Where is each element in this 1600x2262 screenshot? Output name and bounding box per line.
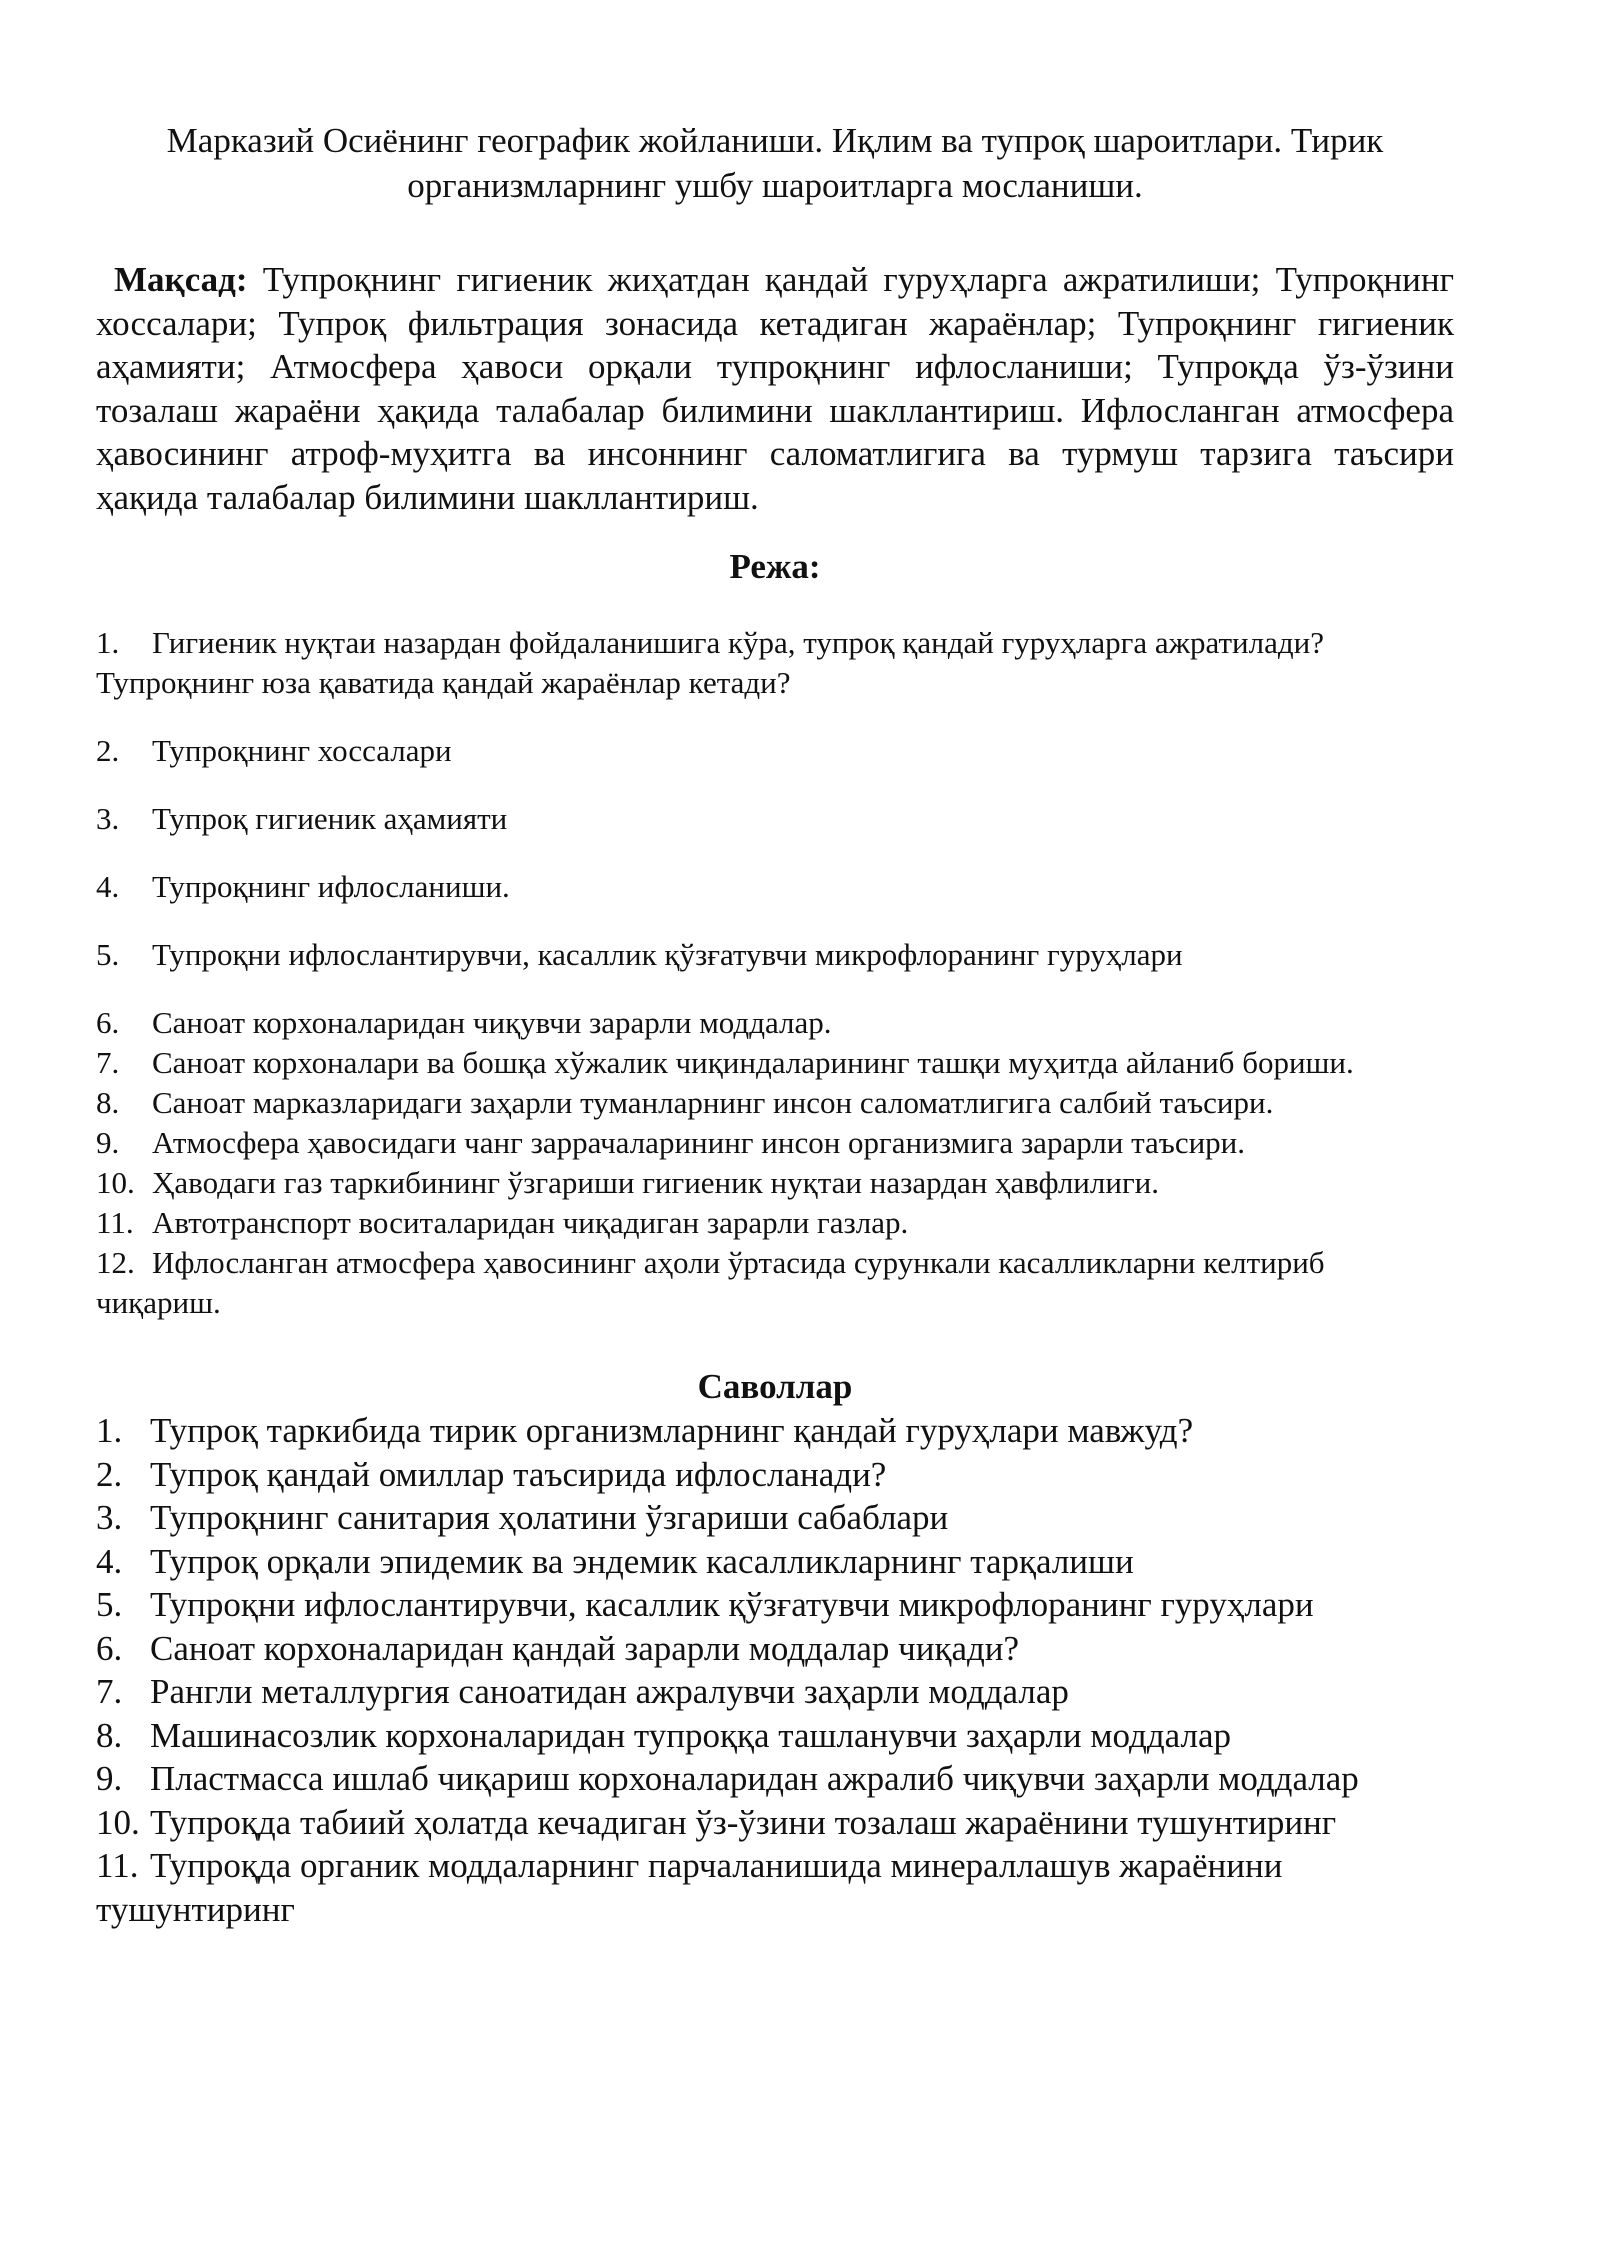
item-number: 3. — [96, 801, 120, 836]
item-text: Тупроқнинг санитария ҳолатини ўзгариши сабаблари — [150, 1498, 949, 1537]
item-number: 1. — [96, 625, 120, 660]
item-number: 9. — [96, 1125, 120, 1160]
item-text: Тупроқ орқали эпидемик ва эндемик касалликларнинг тарқалиши — [150, 1541, 1134, 1581]
plan-list — [96, 623, 1454, 1323]
question-item — [96, 1409, 1454, 1453]
item-text: Тупроқ таркибида тирик организмларнинг қандай гуруҳлари мавжуд? — [150, 1411, 1194, 1450]
item-number: 8. — [96, 1085, 120, 1120]
plan-item — [96, 1163, 1454, 1203]
item-text: Тупроқни ифлослантирувчи, касаллик қўзғатувчи микрофлоранинг гуруҳлари — [152, 937, 1183, 972]
item-text: Саноат корхоналаридан чиқувчи зарарли моддалар. — [152, 1005, 832, 1040]
item-number: 8. — [96, 1715, 123, 1755]
item-number: 2. — [96, 1454, 123, 1494]
item-text: Автотранспорт воситаларидан чиқадиган зарарли газлар. — [152, 1205, 909, 1240]
question-item — [96, 1757, 1454, 1801]
question-item — [96, 1714, 1454, 1758]
plan-item — [96, 867, 1454, 907]
item-text: Пластмасса ишлаб чиқариш корхоналаридан ажралиб чиқувчи заҳарли моддалар — [150, 1759, 1359, 1798]
plan-item — [96, 623, 1454, 703]
question-item — [96, 1453, 1454, 1497]
questions-list — [96, 1409, 1454, 1931]
item-number: 6. — [96, 1628, 123, 1668]
item-number: 3. — [96, 1498, 123, 1537]
goal-label: Мақсад: — [114, 260, 248, 299]
item-number: 9. — [96, 1759, 123, 1798]
item-number: 7. — [96, 1045, 120, 1080]
question-item — [96, 1583, 1454, 1627]
item-text: Гигиеник нуқтаи назардан фойдаланишига кўра, тупроқ қандай гуруҳларга ажратилади? Тупроқнинг юза қаватида қандай жараёнлар кетади? — [96, 625, 1324, 700]
item-number: 4. — [96, 1541, 123, 1581]
question-item — [96, 1801, 1454, 1845]
item-text: Саноат корхоналари ва бошқа хўжалик чиқиндаларининг ташқи муҳитда айланиб бориши. — [152, 1045, 1354, 1080]
item-number: 4. — [96, 869, 120, 904]
item-text: Тупроқда табиий ҳолатда кечадиган ўз-ўзини тозалаш жараёнини тушунтиринг — [150, 1802, 1337, 1842]
question-item — [96, 1540, 1454, 1584]
question-item — [96, 1844, 1454, 1931]
plan-item — [96, 1083, 1454, 1123]
item-text: Тупроқнинг ифлосланиши. — [152, 869, 510, 904]
item-number: 2. — [96, 733, 120, 768]
item-number: 10. — [96, 1165, 135, 1200]
questions-heading: Саволлар — [697, 1367, 853, 1406]
item-number: 12. — [96, 1245, 135, 1280]
plan-item — [96, 1043, 1454, 1083]
item-number: 5. — [96, 937, 120, 972]
item-text: Тупроқ гигиеник аҳамияти — [152, 801, 508, 836]
item-text: Атмосфера ҳавосидаги чанг заррачаларининг инсон организмига зарарли таъсири. — [152, 1125, 1246, 1160]
item-number: 11. — [96, 1205, 134, 1240]
item-text: Тупроқ қандай омиллар таъсирида ифлосланади? — [150, 1454, 887, 1494]
item-text: Тупроқнинг хоссалари — [152, 733, 452, 768]
plan-item — [96, 1003, 1454, 1043]
item-text: Саноат марказларидаги заҳарли туманларнинг инсон саломатлигига салбий таъсири. — [152, 1085, 1274, 1120]
item-text: Саноат корхоналаридан қандай зарарли моддалар чиқади? — [150, 1628, 1020, 1668]
question-item — [96, 1496, 1454, 1540]
item-number: 5. — [96, 1585, 123, 1624]
question-item — [96, 1670, 1454, 1714]
goal-text: Тупроқнинг гигиеник жиҳатдан қандай гуруҳларга ажратилиши; Тупроқнинг хоссалари; Тупроқ фильтрация зонасида кетадиган жараёнлар; Тупроқнинг гигиеник аҳамияти; Атмосфера ҳавоси орқали тупроқнинг ифлосланиши; Тупроқда ўз-ўзини тозалаш жараёни ҳақида талабалар билимини шакллантириш. Ифлосланган атмосфера ҳавосининг атроф-муҳитга ва инсоннинг саломатлигига ва турмуш тарзига таъсири ҳақида талабалар билимини шакллантириш. — [96, 260, 1454, 517]
goal-paragraph — [96, 258, 1454, 519]
item-text: Ифлосланган атмосфера ҳавосининг аҳоли ўртасида сурункали касалликларни келтириб чиқариш. — [96, 1245, 1325, 1320]
item-number: 10. — [96, 1802, 140, 1842]
plan-heading: Режа: — [729, 547, 821, 586]
item-number: 1. — [96, 1411, 123, 1450]
plan-item — [96, 1123, 1454, 1163]
plan-item — [96, 935, 1454, 975]
plan-item — [96, 731, 1454, 771]
item-text: Тупроқда органик моддаларнинг парчаланишида минераллашув жараёнини тушунтиринг — [96, 1846, 1283, 1929]
plan-item — [96, 799, 1454, 839]
item-text: Машинасозлик корхоналаридан тупроққа ташланувчи заҳарли моддалар — [150, 1715, 1231, 1755]
item-text: Рангли металлургия саноатидан ажралувчи заҳарли моддалар — [150, 1672, 1069, 1711]
item-text: Тупроқни ифлослантирувчи, касаллик қўзғатувчи микрофлоранинг гуруҳлари — [150, 1585, 1314, 1624]
item-number: 11. — [96, 1846, 139, 1885]
item-number: 7. — [96, 1672, 123, 1711]
question-item — [96, 1627, 1454, 1671]
document-title: Марказий Осиёнинг географик жойланиши. Иқлим ва тупроқ шароитлари. Тирик организмларнинг ушбу шароитларга мосланиши. — [166, 121, 1384, 205]
plan-item — [96, 1203, 1454, 1243]
item-number: 6. — [96, 1005, 120, 1040]
plan-item — [96, 1243, 1454, 1323]
item-text: Ҳаводаги газ таркибининг ўзгариши гигиеник нуқтаи назардан ҳавфлилиги. — [152, 1165, 1160, 1200]
